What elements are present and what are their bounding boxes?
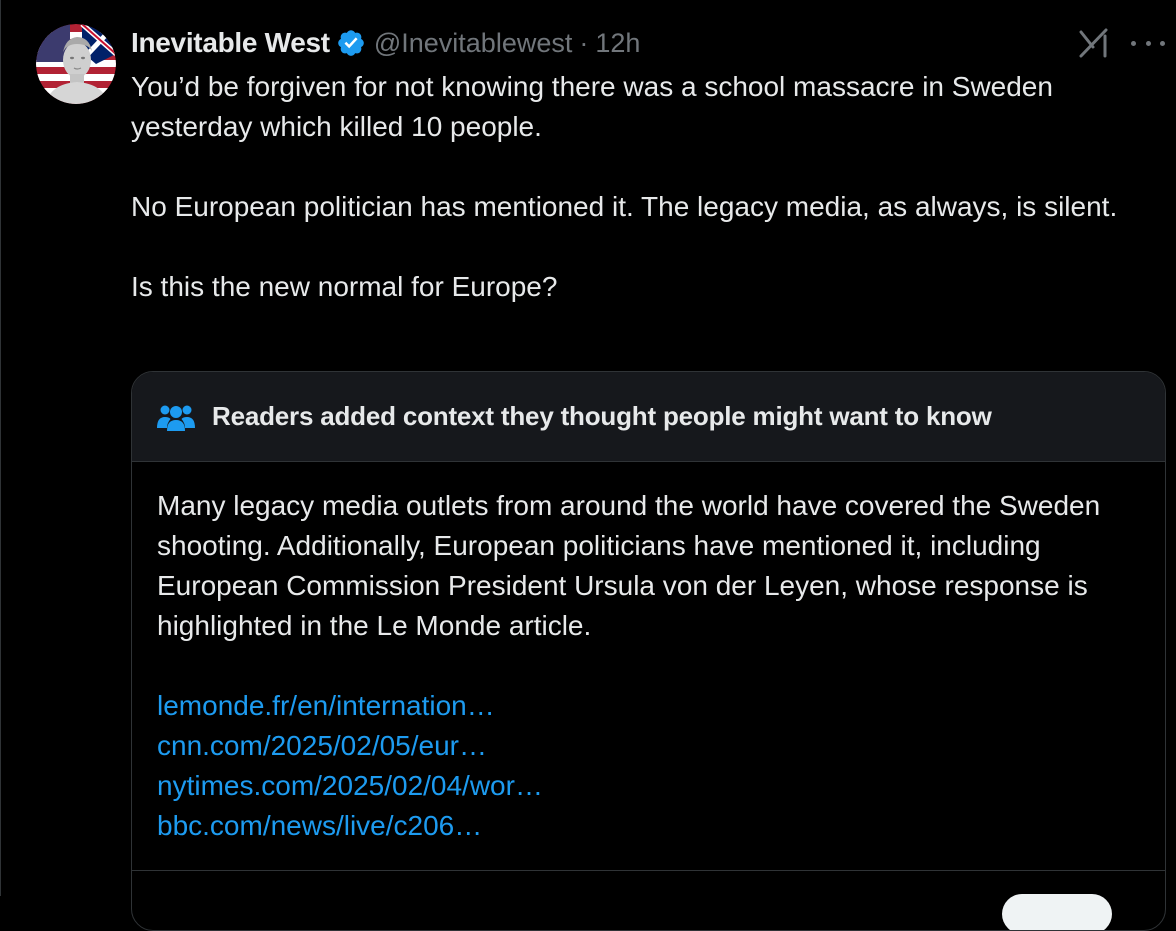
verified-badge-icon[interactable] <box>336 28 366 58</box>
more-dot <box>1131 41 1136 46</box>
tweet-paragraph: No European politician has mentioned it. The legacy media, as always, is silent. <box>131 191 1118 222</box>
community-note-header <box>132 372 1165 462</box>
avatar[interactable] <box>36 24 116 104</box>
rate-note-button[interactable] <box>1002 894 1112 931</box>
author-name[interactable]: Inevitable West <box>131 27 330 58</box>
separator-dot: · <box>579 27 589 58</box>
more-dot <box>1160 41 1165 46</box>
tweet-text <box>131 67 1161 307</box>
tweet-timestamp[interactable]: 12h <box>595 27 641 58</box>
timeline-divider <box>0 0 1 896</box>
community-note-body: Many legacy media outlets from around the world have covered the Sweden shooting. Additionally, European politicians have mentioned it, including European Commission President Ursula von der Leyen, whose response is highlighted in the Le Monde article. <box>157 490 1101 641</box>
source-link-lemonde[interactable]: lemonde.fr/en/internation… <box>157 690 495 721</box>
people-icon <box>157 402 195 432</box>
tweet-paragraph: Is this the new normal for Europe? <box>131 271 558 302</box>
tweet-header <box>131 25 640 61</box>
more-icon[interactable] <box>1131 30 1165 56</box>
community-note-title: Readers added context they thought people might want to know <box>212 401 992 431</box>
note-footer-divider <box>132 870 1165 871</box>
avatar-image <box>36 24 116 104</box>
more-dot <box>1146 41 1151 46</box>
source-link-bbc[interactable]: bbc.com/news/live/c206… <box>157 810 483 841</box>
author-handle[interactable]: @Inevitablewest <box>373 27 573 58</box>
community-note-card <box>131 371 1166 931</box>
source-link-nytimes[interactable]: nytimes.com/2025/02/04/wor… <box>157 770 543 801</box>
tweet-paragraph: You’d be forgiven for not knowing there was a school massacre in Sweden yesterday which killed 10 people. <box>131 71 1053 142</box>
source-link-cnn[interactable]: cnn.com/2025/02/05/eur… <box>157 730 487 761</box>
community-note-links <box>157 686 543 846</box>
grok-icon[interactable] <box>1078 26 1112 60</box>
